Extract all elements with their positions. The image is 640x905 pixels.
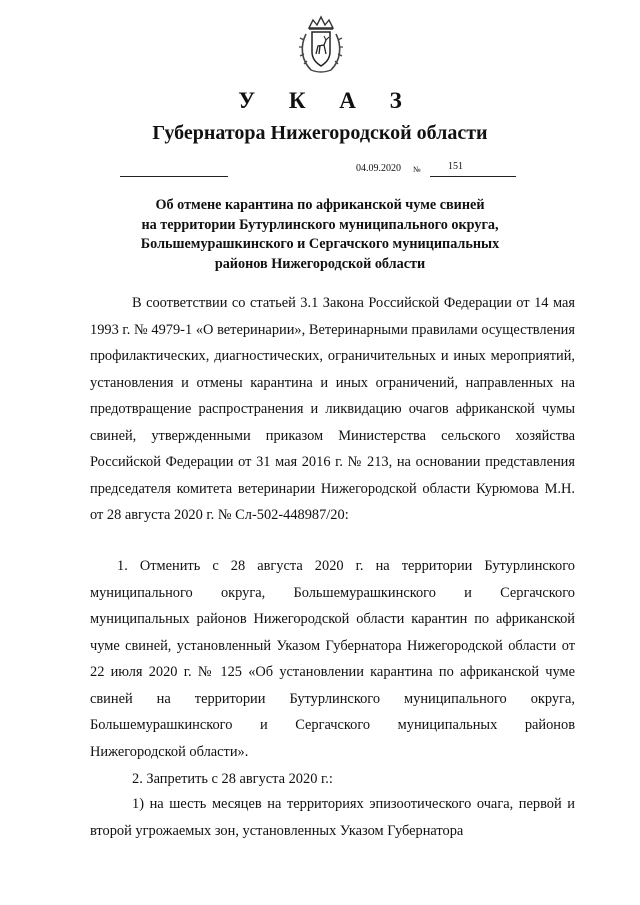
signature-line-left xyxy=(120,176,228,177)
document-date: 04.09.2020 xyxy=(356,163,401,174)
heading-line: на территории Бутурлинского муниципального округа, xyxy=(141,216,499,233)
heading-line: Об отмене карантина по африканской чуме свиней xyxy=(155,197,485,213)
heading-line: районов Нижегородской области xyxy=(214,255,426,272)
issuer-title: Губернатора Нижегородской области xyxy=(152,122,488,144)
coat-of-arms-icon xyxy=(297,14,345,76)
heading-line: Большемурашкинского и Сергачского муниципальных xyxy=(140,236,500,252)
document-heading xyxy=(100,196,540,274)
subclause-1-paragraph: 1) на шесть месяцев на территориях эпизоотического очага, первой и второй угрожаемых зон, установленных Указом Губернатора xyxy=(90,796,575,839)
document-number: 151 xyxy=(448,161,463,172)
clause-2-paragraph: 2. Запретить с 28 августа 2020 г.: xyxy=(132,771,333,787)
document-type-title: У К А З xyxy=(238,88,416,113)
number-line xyxy=(430,176,516,177)
preamble-paragraph: В соответствии со статьей 3.1 Закона Российской Федерации от 14 мая 1993 г. № 4979-1 «О ветеринарии», Ветеринарными правилами осуществления профилактических, диагностических, ограничительных и иных мероприятий, установления и отмены карантина и иных ограничений, направленных на предотвращение распространения и ликвидацию очагов африканской чумы свиней, утвержденными приказом Министерства сельского хозяйства Российской Федерации от 31 мая 2016 г. № 213, на основании представления председателя комитета ветеринарии Нижегородской области Курюмова М.Н. от 28 августа 2020 г. № Сл-502-448987/20: xyxy=(90,295,575,523)
number-label: № xyxy=(413,165,421,174)
clause-1-paragraph: 1. Отменить с 28 августа 2020 г. на территории Бутурлинского муниципального округа, Большемурашкинского и Сергачского муниципальных районов Нижегородской области карантин по африканской чуме свиней, установленный Указом Губернатора Нижегородской области от 22 июля 2020 г. № 125 «Об установлении карантина по африканской чуме свиней на территории Бутурлинского муниципального округа, Большемурашкинского и Сергачского муниципальных районов Нижегородской области». xyxy=(90,558,575,760)
